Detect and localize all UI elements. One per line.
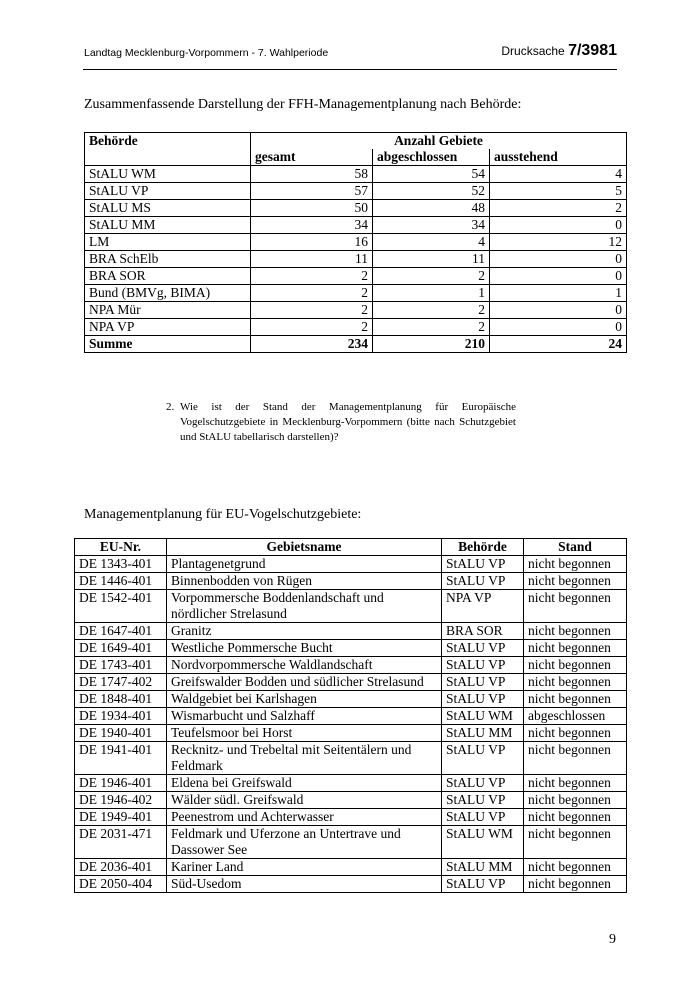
vogelschutz-table-row [75, 590, 627, 623]
cell-gebietsname: Binnenbodden von Rügen [167, 573, 442, 590]
cell-behoerde: Bund (BMVg, BIMA) [85, 285, 251, 302]
cell-gebietsname: Kariner Land [167, 859, 442, 876]
cell-gebietsname: Süd-Usedom [167, 876, 442, 893]
vogelschutz-table-row [75, 691, 627, 708]
cell-gebietsname: Eldena bei Greifswald [167, 775, 442, 792]
cell-gebietsname: Westliche Pommersche Bucht [167, 640, 442, 657]
cell-behoerde: NPA VP [442, 590, 524, 623]
col-stand-header: Stand [524, 539, 627, 556]
col-abgeschlossen-header: abgeschlossen [373, 149, 490, 166]
cell-abgeschlossen: 52 [373, 183, 490, 200]
cell-behoerde: BRA SOR [442, 623, 524, 640]
ffh-table-body [85, 166, 627, 336]
cell-eu-nr: DE 1934-401 [75, 708, 167, 725]
cell-stand: nicht begonnen [524, 775, 627, 792]
ffh-table-row [85, 234, 627, 251]
cell-stand: nicht begonnen [524, 876, 627, 893]
cell-gebietsname: Waldgebiet bei Karlshagen [167, 691, 442, 708]
cell-behoerde: StALU WM [85, 166, 251, 183]
col-nr-header: EU-Nr. [75, 539, 167, 556]
cell-eu-nr: DE 1446-401 [75, 573, 167, 590]
cell-gesamt: 2 [251, 268, 373, 285]
cell-stand: abgeschlossen [524, 708, 627, 725]
cell-behoerde: StALU VP [442, 657, 524, 674]
cell-eu-nr: DE 1848-401 [75, 691, 167, 708]
cell-stand: nicht begonnen [524, 725, 627, 742]
header-title: Landtag Mecklenburg-Vorpommern - 7. Wahlperiode [84, 47, 329, 59]
cell-eu-nr: DE 1949-401 [75, 809, 167, 826]
col-ausstehend-header: ausstehend [490, 149, 627, 166]
cell-behoerde: StALU WM [442, 708, 524, 725]
cell-stand: nicht begonnen [524, 809, 627, 826]
vogelschutz-table-row [75, 708, 627, 725]
cell-ausstehend: 0 [490, 302, 627, 319]
ffh-table-row [85, 183, 627, 200]
cell-stand: nicht begonnen [524, 674, 627, 691]
cell-behoerde: StALU VP [442, 792, 524, 809]
cell-ausstehend: 1 [490, 285, 627, 302]
col-name-header: Gebietsname [167, 539, 442, 556]
ffh-table-row [85, 319, 627, 336]
cell-eu-nr: DE 1743-401 [75, 657, 167, 674]
cell-eu-nr: DE 2036-401 [75, 859, 167, 876]
vogelschutz-table-row [75, 573, 627, 590]
cell-ausstehend: 0 [490, 319, 627, 336]
cell-gebietsname: Greifswalder Bodden und südlicher Strelasund [167, 674, 442, 691]
cell-gebietsname: Nordvorpommersche Waldlandschaft [167, 657, 442, 674]
vogelschutz-table-row [75, 775, 627, 792]
vogelschutz-table-row [75, 859, 627, 876]
ffh-table-row [85, 166, 627, 183]
vogelschutz-table-row [75, 742, 627, 775]
cell-ausstehend: 4 [490, 166, 627, 183]
cell-gebietsname: Wismarbucht und Salzhaff [167, 708, 442, 725]
vogelschutz-table [74, 538, 627, 893]
drucksache-number: 7/3981 [568, 42, 617, 59]
vogelschutz-table-row [75, 556, 627, 573]
cell-behoerde: StALU VP [442, 809, 524, 826]
cell-behoerde: StALU VP [442, 573, 524, 590]
total-abgeschlossen: 210 [373, 336, 490, 353]
cell-eu-nr: DE 1542-401 [75, 590, 167, 623]
question-text: Wie ist der Stand der Managementplanung für Europäische Vogelschutzgebiete in Mecklenburg-Vorpommern (bitte nach Schutzgebiet und StALU tabellarisch darstellen)? [180, 401, 516, 443]
cell-behoerde: StALU MM [442, 859, 524, 876]
cell-eu-nr: DE 1649-401 [75, 640, 167, 657]
cell-abgeschlossen: 4 [373, 234, 490, 251]
cell-stand: nicht begonnen [524, 623, 627, 640]
cell-abgeschlossen: 2 [373, 302, 490, 319]
cell-eu-nr: DE 1647-401 [75, 623, 167, 640]
vogelschutz-table-body [75, 556, 627, 893]
cell-stand: nicht begonnen [524, 590, 627, 623]
cell-abgeschlossen: 2 [373, 268, 490, 285]
cell-eu-nr: DE 2031-471 [75, 826, 167, 859]
cell-ausstehend: 2 [490, 200, 627, 217]
cell-abgeschlossen: 34 [373, 217, 490, 234]
total-ausstehend: 24 [490, 336, 627, 353]
total-gesamt: 234 [251, 336, 373, 353]
cell-behoerde: BRA SchElb [85, 251, 251, 268]
cell-stand: nicht begonnen [524, 640, 627, 657]
cell-gebietsname: Peenestrom und Achterwasser [167, 809, 442, 826]
cell-behoerde: StALU MM [85, 217, 251, 234]
cell-ausstehend: 0 [490, 217, 627, 234]
ffh-caption: Zusammenfassende Darstellung der FFH-Managementplanung nach Behörde: [84, 97, 522, 112]
cell-gesamt: 11 [251, 251, 373, 268]
cell-gebietsname: Feldmark und Uferzone an Untertrave und Dassower See [167, 826, 442, 859]
cell-stand: nicht begonnen [524, 826, 627, 859]
vogelschutz-caption: Managementplanung für EU-Vogelschutzgebiete: [84, 507, 362, 522]
cell-behoerde: StALU VP [442, 742, 524, 775]
cell-behoerde: BRA SOR [85, 268, 251, 285]
cell-eu-nr: DE 1941-401 [75, 742, 167, 775]
vogelschutz-table-row [75, 826, 627, 859]
cell-behoerde: StALU MS [85, 200, 251, 217]
cell-stand: nicht begonnen [524, 859, 627, 876]
cell-ausstehend: 5 [490, 183, 627, 200]
vogelschutz-table-row [75, 640, 627, 657]
cell-gesamt: 2 [251, 285, 373, 302]
vogelschutz-table-row [75, 809, 627, 826]
cell-gesamt: 16 [251, 234, 373, 251]
cell-gesamt: 34 [251, 217, 373, 234]
cell-abgeschlossen: 54 [373, 166, 490, 183]
col-behoerde2-header: Behörde [442, 539, 524, 556]
total-label: Summe [85, 336, 251, 353]
cell-gesamt: 2 [251, 302, 373, 319]
cell-behoerde: StALU VP [442, 556, 524, 573]
question-block [166, 400, 516, 445]
cell-gebietsname: Recknitz- und Trebeltal mit Seitentälern und Feldmark [167, 742, 442, 775]
cell-abgeschlossen: 48 [373, 200, 490, 217]
ffh-table-row [85, 251, 627, 268]
vogelschutz-table-row [75, 876, 627, 893]
cell-stand: nicht begonnen [524, 742, 627, 775]
cell-gebietsname: Teufelsmoor bei Horst [167, 725, 442, 742]
cell-ausstehend: 0 [490, 268, 627, 285]
cell-abgeschlossen: 1 [373, 285, 490, 302]
cell-behoerde: StALU WM [442, 826, 524, 859]
col-gesamt-header: gesamt [251, 149, 373, 166]
col-behoerde-header: Behörde [85, 133, 251, 166]
cell-stand: nicht begonnen [524, 691, 627, 708]
cell-gesamt: 57 [251, 183, 373, 200]
cell-eu-nr: DE 1940-401 [75, 725, 167, 742]
cell-eu-nr: DE 1747-402 [75, 674, 167, 691]
cell-stand: nicht begonnen [524, 573, 627, 590]
ffh-table-row [85, 285, 627, 302]
cell-eu-nr: DE 1946-401 [75, 775, 167, 792]
cell-gebietsname: Plantagenetgrund [167, 556, 442, 573]
cell-behoerde: StALU VP [442, 876, 524, 893]
cell-eu-nr: DE 1946-402 [75, 792, 167, 809]
cell-abgeschlossen: 2 [373, 319, 490, 336]
cell-eu-nr: DE 1343-401 [75, 556, 167, 573]
cell-abgeschlossen: 11 [373, 251, 490, 268]
ffh-table-row [85, 268, 627, 285]
vogelschutz-table-row [75, 623, 627, 640]
cell-behoerde: StALU VP [442, 775, 524, 792]
vogelschutz-table-row [75, 657, 627, 674]
ffh-table-row [85, 200, 627, 217]
cell-ausstehend: 12 [490, 234, 627, 251]
cell-gesamt: 2 [251, 319, 373, 336]
cell-behoerde: StALU MM [442, 725, 524, 742]
cell-behoerde: NPA VP [85, 319, 251, 336]
cell-gesamt: 58 [251, 166, 373, 183]
cell-behoerde: StALU VP [442, 674, 524, 691]
cell-behoerde: StALU VP [442, 691, 524, 708]
vogelschutz-table-row [75, 725, 627, 742]
cell-stand: nicht begonnen [524, 657, 627, 674]
col-anzahl-header: Anzahl Gebiete [251, 133, 627, 150]
cell-eu-nr: DE 2050-404 [75, 876, 167, 893]
ffh-table-row [85, 217, 627, 234]
cell-ausstehend: 0 [490, 251, 627, 268]
vogelschutz-table-row [75, 674, 627, 691]
question-number: 2. [166, 401, 175, 413]
ffh-total-row [85, 336, 627, 353]
cell-stand: nicht begonnen [524, 792, 627, 809]
cell-behoerde: StALU VP [442, 640, 524, 657]
vogelschutz-table-row [75, 792, 627, 809]
cell-behoerde: LM [85, 234, 251, 251]
cell-behoerde: StALU VP [85, 183, 251, 200]
header-rule [83, 69, 617, 70]
cell-behoerde: NPA Mür [85, 302, 251, 319]
header-drucksache [501, 42, 617, 60]
cell-stand: nicht begonnen [524, 556, 627, 573]
cell-gebietsname: Granitz [167, 623, 442, 640]
page-number: 9 [609, 932, 616, 947]
ffh-table-row [85, 302, 627, 319]
cell-gebietsname: Wälder südl. Greifswald [167, 792, 442, 809]
cell-gebietsname: Vorpommersche Boddenlandschaft und nördlicher Strelasund [167, 590, 442, 623]
cell-gesamt: 50 [251, 200, 373, 217]
drucksache-label: Drucksache [501, 44, 565, 58]
ffh-table [84, 132, 627, 353]
